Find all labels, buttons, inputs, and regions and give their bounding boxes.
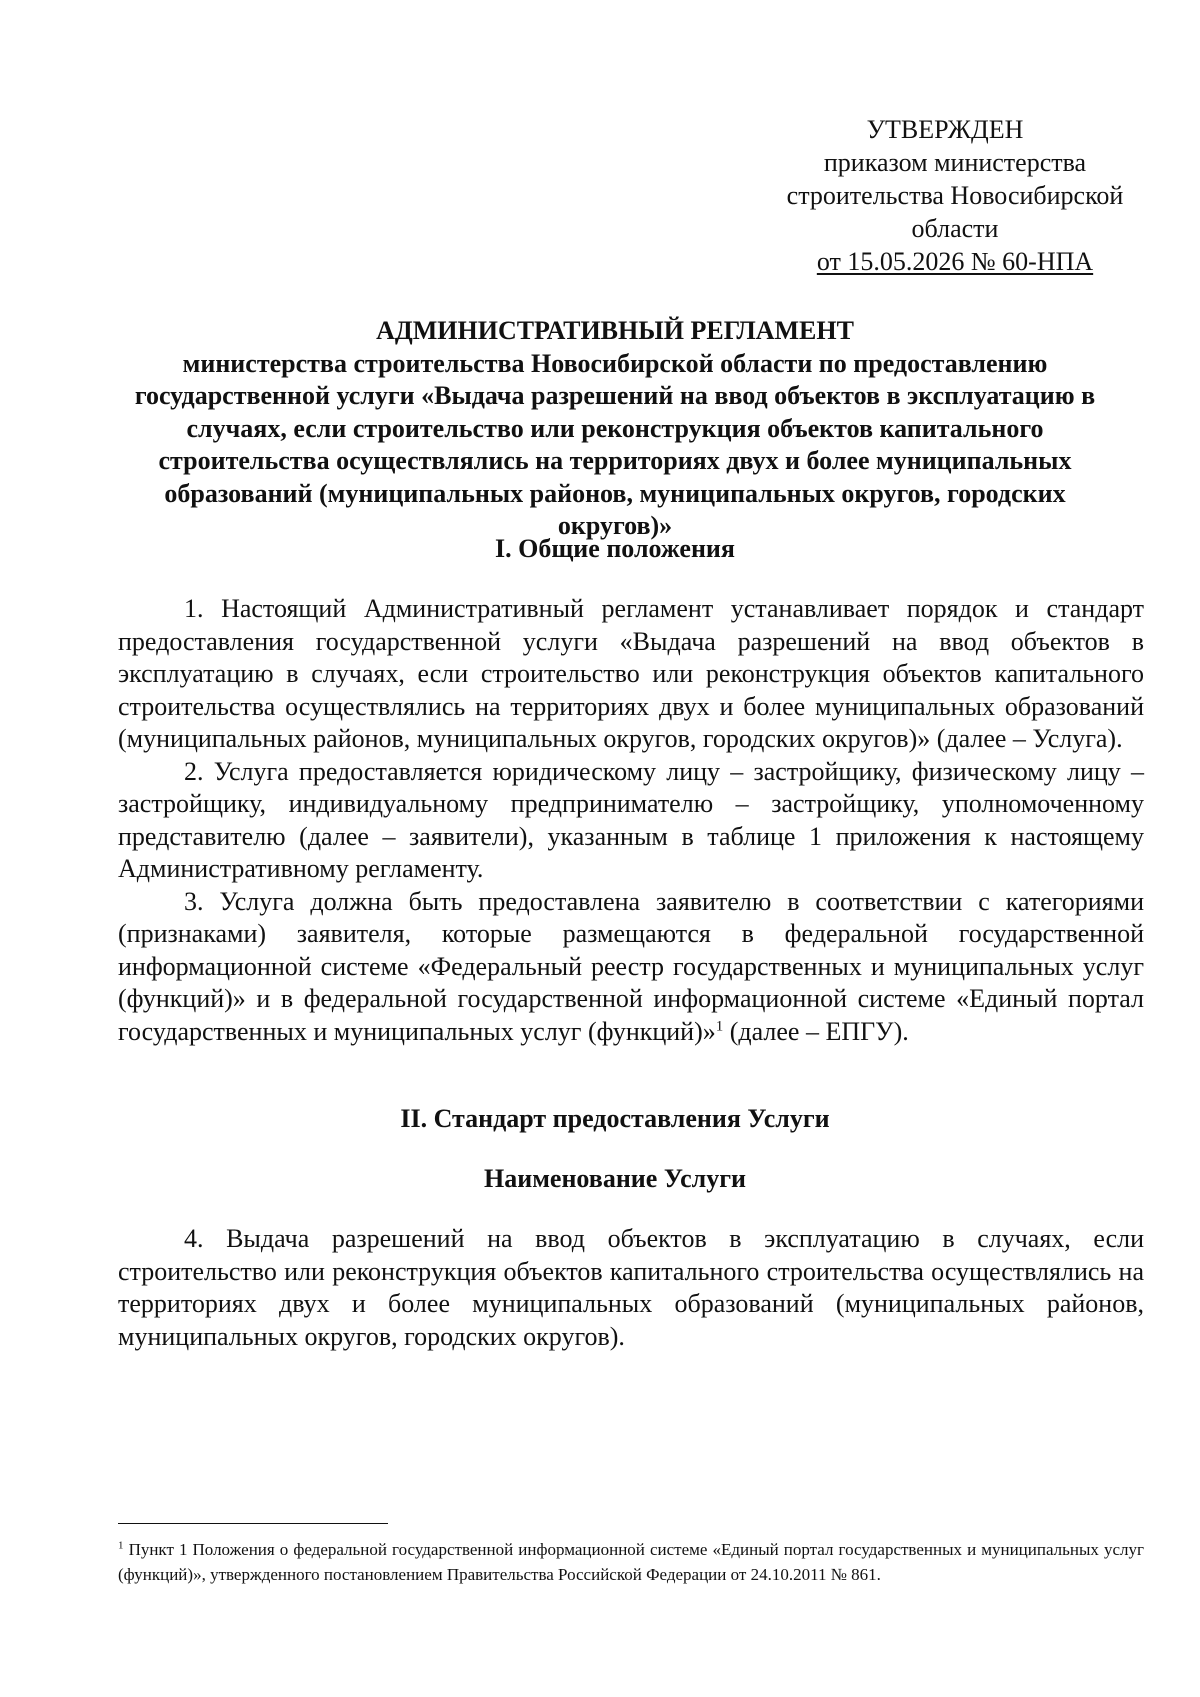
approval-line-3: области: [911, 214, 999, 243]
document-subtitle: министерства строительства Новосибирской области по предоставлению государственной услуги «Выдача разрешений на ввод объектов в эксплуатацию в случаях, если строительство или реконструкция объектов капитального строительства осуществлялись на территориях двух и более муниципальных образований (муниципальных районов, муниципальных округов, городских округов)»: [134, 348, 1096, 540]
approval-date-number: от 15.05.2026 № 60-НПА: [816, 247, 1094, 276]
section-2-heading: II. Стандарт предоставления Услуги: [400, 1104, 830, 1133]
paragraph-4: 4. Выдача разрешений на ввод объектов в эксплуатацию в случаях, если строительство или реконструкция объектов капитального строительства осуществлялись на территориях двух и более муниципальных образований (муниципальных районов, муниципальных округов, городских округов).: [118, 1224, 1144, 1351]
footnote: [118, 1537, 1144, 1587]
footnote-separator: [118, 1523, 388, 1524]
paragraph-1: 1. Настоящий Административный регламент устанавливает порядок и стандарт предоставления государственной услуги «Выдача разрешений на ввод объектов в эксплуатацию в случаях, если строительство или реконструкция объектов капитального строительства осуществлялись на территориях двух и более муниципальных образований (муниципальных районов, муниципальных округов, городских округов)» (далее – Услуга).: [118, 594, 1144, 753]
approval-line-1: приказом министерства: [823, 148, 1087, 177]
section-1-body: [118, 593, 1144, 1048]
paragraph-3: [118, 886, 1144, 1049]
section-2-body: [118, 1223, 1144, 1353]
document-title-block: [120, 315, 1110, 543]
footnote-mark: 1: [118, 1539, 124, 1552]
service-name-heading: Наименование Услуги: [483, 1164, 747, 1193]
footnote-text: Пункт 1 Положения о федеральной государственной информационной системе «Единый портал государственных и муниципальных услуг (функций)», утвержденного постановлением Правительства Российской Федерации от 24.10.2011 № 861.: [118, 1540, 1144, 1584]
paragraph-2: 2. Услуга предоставляется юридическому лицу – застройщику, физическому лицу – застройщику, индивидуальному предпринимателю – застройщику, уполномоченному представителю (далее – заявители), указанным в таблице 1 приложения к настоящему Административному регламенту.: [118, 756, 1144, 883]
approval-stamp: [760, 113, 1150, 278]
document-title: АДМИНИСТРАТИВНЫЙ РЕГЛАМЕНТ: [376, 316, 854, 345]
paragraph-3-text: 3. Услуга должна быть предоставлена заявителю в соответствии с категориями (признаками) заявителя, которые размещаются в федеральной государственной информационной системе «Федеральный реестр государственных и муниципальных услуг (функций)» и в федеральной государственной информационной системе «Единый портал государственных и муниципальных услуг (функций)»: [118, 886, 1144, 1046]
section-1-heading: I. Общие положения: [495, 534, 735, 563]
approval-line-2: строительства Новосибирской: [786, 181, 1124, 210]
paragraph-3-tail: (далее – ЕПГУ).: [729, 1016, 909, 1046]
footnote-reference: 1: [715, 1017, 724, 1034]
approval-title: УТВЕРЖДЕН: [866, 115, 1024, 144]
